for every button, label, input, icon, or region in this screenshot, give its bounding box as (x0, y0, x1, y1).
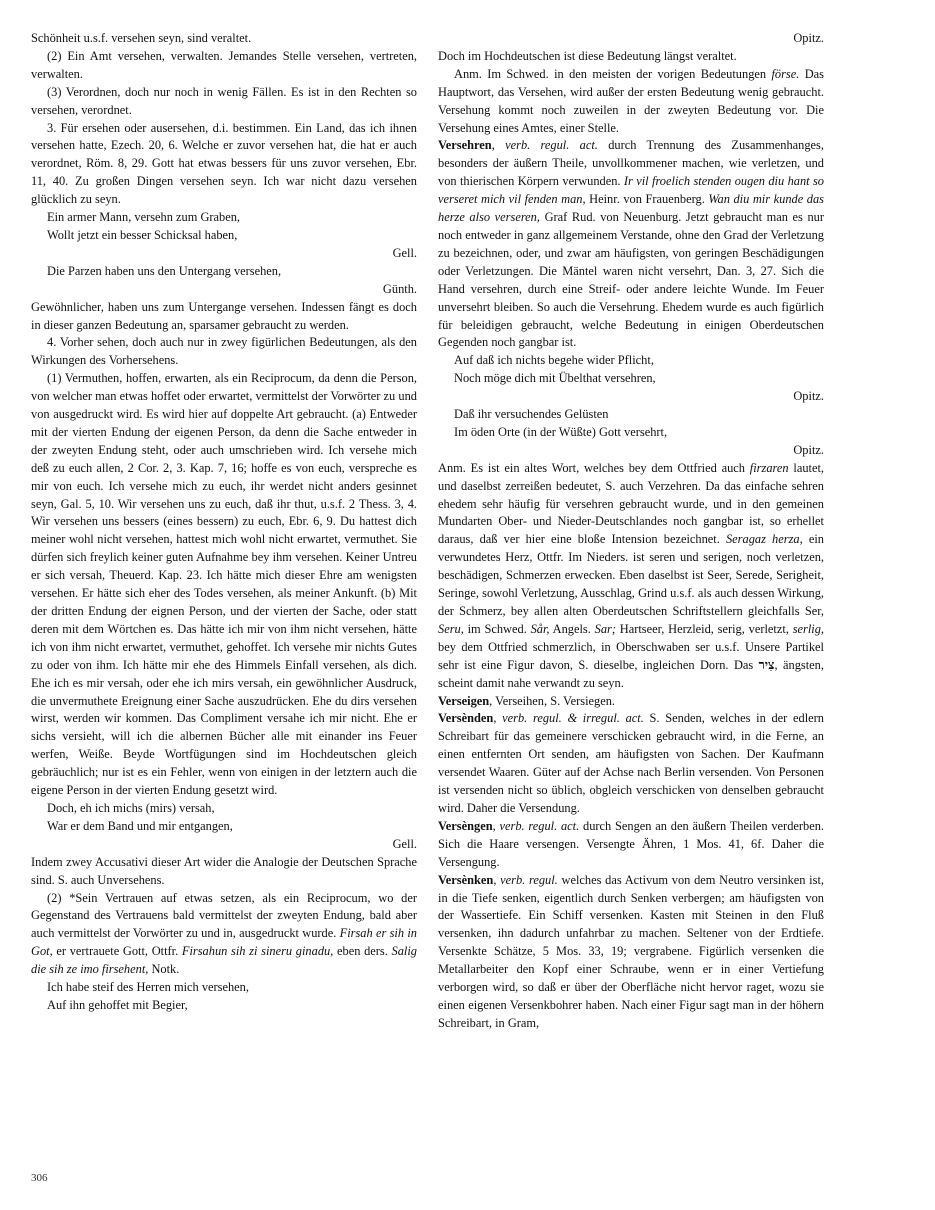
paragraph: (3) Verordnen, doch nur noch in wenig Fällen. Es ist in den Rechten so versehen, verordnet. (31, 84, 417, 117)
verse-line: Ich habe steif des Herren mich versehen, (47, 980, 249, 995)
headword: Versèngen (438, 818, 493, 833)
paragraph (438, 66, 824, 138)
quote-italic: Seragaz herza, (725, 532, 803, 547)
text-run: Anm. Im Schwed. in den meisten der vorigen Bedeutungen (454, 66, 772, 81)
headword: Versènken (438, 872, 494, 887)
paragraph: (2) Ein Amt versehen, verwalten. Jemandes Stelle versehen, vertreten, verwalten. (31, 48, 417, 81)
quote-italic: Wan diu mir kunde das herze also verseren, (438, 192, 824, 225)
text-run: bey dem Ottfried schmerzlich, in Oberschwaben ser u.s.f. Unsere Partikel sehr ist eine Figur davon, S. dieselbe, ingleichen Dorn. Das (438, 639, 824, 672)
paragraph: Indem zwey Accusativi dieser Art wider die Analogie der Deutschen Sprache sind. S. auch Unversehens. (31, 854, 417, 887)
text-run: durch Trennung des Zusammenhanges, besonders der äußern Theile, unvollkommener machen, wie verletzen, und von thierischen Körpern verwunden. (438, 138, 824, 189)
quote-italic: firzaren (749, 460, 789, 475)
quote-italic: Seru, (438, 621, 464, 636)
text-run: lautet, und daselbst zerreißen bedeutet, S. auch Verzehren. Da das einfache sehren ehedem sehr häufig für versehren gebraucht wurde, und in den gemeinen Mundarten Ober- und Nieder-Deutschlandes noch gangbar ist, so erhellet daraus, daß ver hier eine bloße Intension bezeichnet. (438, 460, 825, 547)
verse-line: Noch möge dich mit Übelthat versehren, (454, 371, 656, 386)
text-run: Hartseer, Herzleid, serig, verletzt, (615, 621, 793, 636)
paragraph: 3. Für ersehen oder ausersehen, d.i. bestimmen. Ein Land, das ich ihnen versehen hatte, Ezech. 20, 6. Welche er zuvor versehen hat, die hat er auch verordnet, Röm. 8, 29. Gott hat etwas bessers für uns zuvor versehen, Ebr. 11, 40. Zu großen Dingen versehen seyn. Ich war nicht dazu versehen glücklich zu seyn. (31, 120, 417, 207)
text-run: Graf Rud. von Neuenburg. Jetzt gebraucht man es nur noch entweder in ganz allgemeinem Verstande, ohne den Grad der Verletzung zu bezeichnen, oder, und zwar am häufigsten, von geringen Beschädigungen oder Verletzungen. Die Mäntel waren nicht versehrt, Dan. 3, 27. Sich die Hand versehren, durch eine Streif- oder andere leichte Wunde. Im Feuer unversehrt bleiben. So auch die Versehrung. Ehedem wurde es auch figürlich für beleidigen gebraucht, welche Bedeutung in einigen Oberdeutschen Gegenden noch gangbar ist. (438, 210, 824, 350)
quote-source: Gell. (392, 836, 417, 851)
verse-line: Ein armer Mann, versehn zum Graben, (47, 210, 241, 225)
text-run: er vertrauete Gott, Ottfr. (52, 944, 182, 959)
verse-line: Auf daß ich nichts begehe wider Pflicht, (454, 353, 654, 368)
quote-source: Opitz. (793, 389, 824, 404)
text-run: Anm. Es ist ein altes Wort, welches bey dem Ottfried auch (438, 460, 750, 475)
paragraph (31, 890, 417, 980)
verse-line: Auf ihn gehoffet mit Begier, (47, 997, 188, 1012)
quote-source: Gell. (392, 245, 417, 260)
quote-source: Günth. (382, 281, 417, 296)
text-run: Heinr. von Frauenberg. (585, 192, 709, 207)
entry-versenken: Versènken, verb. regul. welches das Activum von dem Neutro versinken ist, in die Tiefe senken, eigentlich durch Senken verbergen; am häufigsten von der Wassertiefe. Ein Schiff versenken. Kasten mit Steinen in den Fluß versenken, ihn dadurch unfahrbar zu machen. Seltener von der Erdtiefe. Versenkte Schätze, 5 Mos. 33, 19; vergrabene. Figürlich versenken die Metallarbeiter den Kopf einer Schraube, wenn er in einer Vertiefung verborgen wird, so daß er über der Oberfläche nicht hervor raget, wozu sie einen eigenen Versenkbohrer haben. Nach einer Figur sagt man in der höhern Schreibart, in Gram, (438, 872, 824, 1030)
text-run: ein verwundetes Herz, Ottfr. Im Nieders. ist seren und serigen, noch verletzen, beschädigen, Schmerzen erwecken. Eben daselbst ist Seer, Serede, Serigheit, Seringe, sowohl Verletzung, Ausschlag, Grind u.s.f. als auch dessen Wirkung, der Schmerz, bey allen alten Oberdeutschen Schriftstellern gleichfalls Ser, (438, 532, 824, 618)
verse-line: Daß ihr versuchendes Gelüsten (454, 407, 609, 422)
text-run: S. Senden, welches in der edlern Schreibart für das gemeinere verschicken gebraucht wird, in die Ferne, an einen entfernten Ort senden, am häufigsten von Sachen. Der Kaufmann versendet Waaren. Güter auf der Achse nach Berlin versenden. Von Personen ist versenden nicht so üblich, obgleich verschicken von denselben gebraucht wird. Daher die Versendung. (438, 711, 824, 815)
grammar-label: verb. regul. act. (505, 138, 598, 153)
entry-versehren: Versehren, verb. regul. act. durch Trennung des Zusammenhanges, besonders der äußern Theile, unvollkommener machen, wie verletzen, und von thierischen Körpern verwunden. Ir vil froelich stenden ougen diu hant so verseret mich vil fenden man, Heinr. von Frauenberg. Wan diu mir kunde das herze also verseren, Graf Rud. von Neuenburg. Jetzt gebraucht man es nur noch entweder in ganz allgemeinem Verstande, ohne den Grad der Verletzung zu bezeichnen, oder, und zwar am häufigsten, von geringen Beschädigungen oder Verletzungen. Die Mäntel waren nicht versehrt, Dan. 3, 27. Sich die Hand versehren, durch eine Streif- oder andere leichte Wunde. Im Feuer unversehrt bleiben. So auch die Versehrung. Ehedem wurde es auch figürlich für beleidigen gebraucht, welche Bedeutung in einigen Oberdeutschen Gegenden noch gangbar ist. (438, 138, 824, 350)
hebrew-word: צִיר (758, 657, 775, 672)
quote-italic: Firsah er sih in Got, (31, 926, 418, 959)
entry-versenden: Versènden, verb. regul. & irregul. act. S. Senden, welches in der edlern Schreibart für das gemeinere verschicken gebraucht wird, in die Ferne, an einen entfernten Ort senden, am häufigsten von Sachen. Der Kaufmann versendet Waaren. Güter auf der Achse nach Berlin versenden. Von Personen ist versenden nicht so üblich, obgleich verschicken von denselben gebraucht wird. Daher die Versendung. (438, 711, 824, 815)
entry-verseigen (438, 693, 824, 711)
page-number: 306 (31, 1172, 48, 1184)
grammar-label: verb. regul. (500, 872, 558, 887)
right-column (438, 30, 824, 1033)
verse-line: Die Parzen haben uns den Untergang versehen, (47, 263, 282, 278)
quote-source: Opitz. (793, 442, 824, 457)
text-run: eben ders. (333, 944, 392, 959)
quote-source: Opitz. (793, 31, 824, 45)
paragraph: (1) Vermuthen, hoffen, erwarten, als ein Reciprocum, da denn die Person, von welcher man etwas hoffet oder erwartet, vermittelst der Vorwörter zu und von ausgedruckt wird. Es wird hier auf doppelte Art gebraucht. (a) Entweder mit der vierten Endung der eigenen Person, da denn die Sache entweder in der zweyten Endung steht, oder auch umschrieben wird. Ich versehe mich deß zu euch allen, 2 Cor. 2, 3. Kap. 7, 16; hoffe es von euch, verspreche es mir von euch. Ich versehe mich zu euch, ihr werdet nicht anders gesinnet seyn, Gal. 5, 10. Wir versehen uns zu euch, daß ihr thut, u.s.f. 2 Thess. 3, 4. Wir versehen uns bessers (eines bessern) zu euch, Ebr. 6, 9. Du hattest dich meiner wohl nicht versehen, hattest mich wohl nicht erwartet, vermuthet. Sie dürfen sich freylich keiner guten Aufnahme bey ihm versehen. Keiner Untreu er sich versah, Theuerd. Kap. 23. Ich hätte mich dieser Ehre am wenigsten versehen. Er hätte sich eher des Todes versehen, als meiner Ankunft. (b) Mit der dritten Endung der eignen Person, und der vierten der Sache, oder statt deren mit dem Wörtchen es. Das hätte ich mir von ihm nicht versehen, hätte ich von ihm nicht erwartet, vermuthet, gehoffet. Ich versehe mir nichts Gutes zu oder von ihm. Ich hätte mir ehe des Himmels Einfall versehen, als dich. Ehe ich es mir versah, oder ehe ich mirs versah, ein gewöhnlicher Ausdruck, die unvermuthete Ereignung einer Sache auszudrücken. Ehe du dirs versehen wirst, werden wir kommen. Das Compliment versahe ich mir nicht. Ehe er sichs versieht, will ich die albernen Bücher alle mit einander ins Feuer werfen, Weiße. Beyde Wortfügungen sind im Hochdeutschen gleich gebräuchlich; nur ist es ein Fehler, wenn von einigen in der letztern auch die eigene Person in der vierten Endung gesetzt wird. (31, 371, 417, 798)
quote-italic: förse. (771, 66, 800, 81)
quote-italic: Sår, (530, 621, 550, 636)
verse-line: Im öden Orte (in der Wüßte) Gott versehrt, (454, 424, 668, 439)
headword: Versènden (438, 711, 494, 726)
paragraph: Doch im Hochdeutschen ist diese Bedeutung längst veraltet. (438, 48, 737, 63)
quote-italic: serlig, (792, 621, 825, 636)
entry-versengen: Versèngen, verb. regul. act. durch Sengen an den äußern Theilen verderben. Sich die Haare versengen. Versengte Ähren, 1 Mos. 41, 6f. Daher die Versengung. (438, 818, 824, 869)
text-run: , Verseihen, S. Versiegen. (489, 693, 616, 708)
grammar-label: verb. regul. & irregul. act. (502, 711, 644, 726)
verse-line: Wollt jetzt ein besser Schicksal haben, (47, 227, 238, 242)
text-run: im Schwed. (463, 621, 531, 636)
quote-italic: Ir vil froelich stenden ougen diu hant so verseret mich vil fenden man, (438, 174, 824, 207)
grammar-label: verb. regul. act. (499, 818, 580, 833)
text-run: (2) *Sein Vertrauen auf etwas setzen, als ein Reciprocum, wo der Gegenstand des Vertrauens bald vermittelst der zweyten Endung, bald aber auch vermittelst der Vorwörter zu und in, ausgedruckt wurde. (31, 890, 417, 941)
paragraph (438, 460, 824, 693)
text-run: , ängsten, scheint damit nahe verwandt zu seyn. (438, 657, 824, 690)
quote-italic: Sar; (594, 621, 616, 636)
paragraph: 4. Vorher sehen, doch auch nur in zwey figürlichen Bedeutungen, als den Wirkungen des Vorhersehens. (31, 335, 417, 368)
text-run: welches das Activum von dem Neutro versinken ist, in die Tiefe senken, eigentlich durch Senken verbergen; am häufigsten von der Wassertiefe. Ein Schiff versenken. Kasten mit Steinen in den Fluß versenken, ihn dadurch unfahrbar zu machen. Seltener von der Erdtiefe. Versenkte Schätze, 5 Mos. 33, 19; vergrabene. Figürlich versenken die Metallarbeiter den Kopf einer Schraube, wenn er in einer Vertiefung verborgen wird, so daß er über der Oberfläche nicht hervor raget, wozu sie einen eigenen Versenkbohrer haben. Nach einer Figur sagt man in der höhern Schreibart, in Gram, (438, 872, 824, 1030)
text-run: Das Hauptwort, das Versehen, wird außer der ersten Bedeutung wenig gebraucht. Versehung kommt noch zuweilen in der zweyten Bedeutung vor. Die Versehung eines Amtes, einer Stelle. (438, 66, 824, 135)
headword: Verseigen (438, 693, 490, 708)
quote-italic: Salig die sih ze imo firsehent, (31, 944, 417, 977)
verse-line: War er dem Band und mir entgangen, (47, 818, 233, 833)
paragraph: Gewöhnlicher, haben uns zum Untergange versehen. Indessen fängt es doch in dieser ganzen Bedeutung an, sparsamer gebraucht zu werden. (31, 299, 417, 332)
quote-italic: Firsahun sih zi sineru ginadu, (181, 944, 334, 959)
verse-line: Doch, eh ich michs (mirs) versah, (47, 800, 215, 815)
left-column (31, 30, 417, 1015)
text-run: durch Sengen an den äußern Theilen verderben. Sich die Haare versengen. Versengte Ähren, 1 Mos. 41, 6f. Daher die Versengung. (438, 818, 824, 869)
text-run: Angels. (549, 621, 595, 636)
text-run: Notk. (148, 962, 180, 977)
headword: Versehren (438, 138, 492, 153)
paragraph: Schönheit u.s.f. versehen seyn, sind veraltet. (31, 31, 252, 45)
